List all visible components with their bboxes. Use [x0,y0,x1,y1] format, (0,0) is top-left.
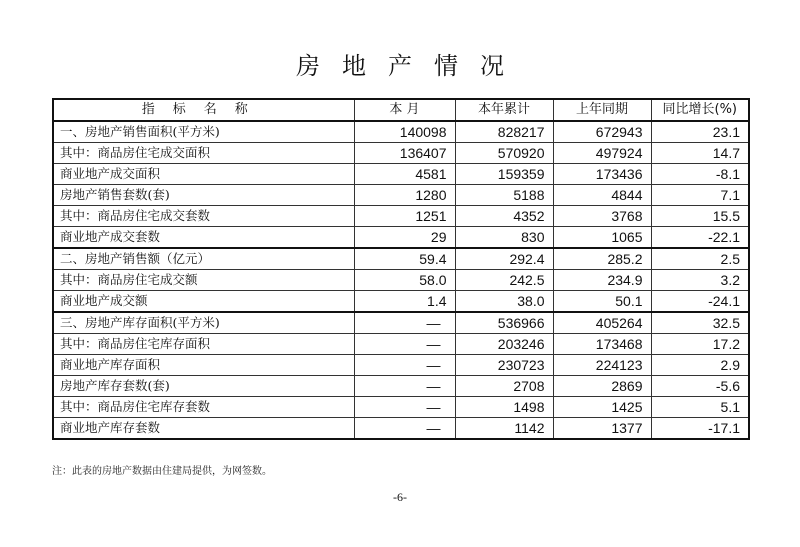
cell-yoy: 3.2 [651,270,749,291]
cell-yoy: 7.1 [651,185,749,206]
cell-month: 29 [354,227,455,249]
cell-month: — [354,397,455,418]
cell-last-year: 173468 [553,334,651,355]
cell-ytd: 159359 [455,164,553,185]
table-row [53,227,749,249]
cell-month: 1251 [354,206,455,227]
table-row [53,185,749,206]
table-header-row [53,99,749,121]
row-label: 二、房地产销售额（亿元） [53,248,354,270]
row-label: 其中：商品房住宅库存面积 [53,334,354,355]
cell-last-year: 2869 [553,376,651,397]
cell-last-year: 405264 [553,312,651,334]
cell-month: 1.4 [354,291,455,313]
row-label: 房地产销售套数(套) [53,185,354,206]
cell-last-year: 234.9 [553,270,651,291]
table-row [53,121,749,143]
cell-ytd: 38.0 [455,291,553,313]
row-label: 其中：商品房住宅成交套数 [53,206,354,227]
table-row [53,376,749,397]
cell-month: — [354,418,455,440]
cell-ytd: 4352 [455,206,553,227]
cell-ytd: 828217 [455,121,553,143]
cell-last-year: 1377 [553,418,651,440]
cell-yoy: -24.1 [651,291,749,313]
footnote: 注：此表的房地产数据由住建局提供，为网签数。 [52,466,272,477]
table-row [53,270,749,291]
cell-ytd: 570920 [455,143,553,164]
table-row [53,206,749,227]
cell-last-year: 285.2 [553,248,651,270]
cell-yoy: 15.5 [651,206,749,227]
cell-last-year: 3768 [553,206,651,227]
row-label: 商业地产成交面积 [53,164,354,185]
page-title: 房地产情况 [296,52,526,80]
cell-month: 58.0 [354,270,455,291]
table-row [53,418,749,440]
cell-ytd: 830 [455,227,553,249]
real-estate-table [52,98,750,440]
cell-last-year: 50.1 [553,291,651,313]
cell-ytd: 536966 [455,312,553,334]
cell-month: 59.4 [354,248,455,270]
row-label: 商业地产成交套数 [53,227,354,249]
cell-month: — [354,312,455,334]
cell-ytd: 1142 [455,418,553,440]
cell-month: 4581 [354,164,455,185]
cell-ytd: 242.5 [455,270,553,291]
cell-ytd: 2708 [455,376,553,397]
header-this-month: 本 月 [354,99,455,121]
cell-yoy: 17.2 [651,334,749,355]
row-label: 房地产库存套数(套) [53,376,354,397]
table-row [53,291,749,313]
cell-yoy: -8.1 [651,164,749,185]
cell-last-year: 1065 [553,227,651,249]
cell-ytd: 203246 [455,334,553,355]
table-row [53,248,749,270]
cell-month: 1280 [354,185,455,206]
cell-last-year: 1425 [553,397,651,418]
header-last-year-same-period: 上年同期 [553,99,651,121]
cell-yoy: -22.1 [651,227,749,249]
cell-month: 140098 [354,121,455,143]
cell-last-year: 672943 [553,121,651,143]
cell-month: 136407 [354,143,455,164]
cell-yoy: -17.1 [651,418,749,440]
cell-last-year: 4844 [553,185,651,206]
table-row [53,143,749,164]
cell-yoy: 2.9 [651,355,749,376]
row-label: 其中：商品房住宅成交面积 [53,143,354,164]
cell-month: — [354,334,455,355]
cell-last-year: 173436 [553,164,651,185]
row-label: 商业地产成交额 [53,291,354,313]
row-label: 商业地产库存面积 [53,355,354,376]
header-indicator-name: 指标名称 [53,99,354,121]
cell-month: — [354,376,455,397]
cell-yoy: 32.5 [651,312,749,334]
header-yoy-growth: 同比增长(%) [651,99,749,121]
cell-month: — [354,355,455,376]
table-row [53,164,749,185]
cell-yoy: 2.5 [651,248,749,270]
cell-ytd: 292.4 [455,248,553,270]
table-row [53,355,749,376]
row-label: 其中：商品房住宅成交额 [53,270,354,291]
table-row [53,397,749,418]
cell-ytd: 230723 [455,355,553,376]
cell-ytd: 5188 [455,185,553,206]
table-row [53,312,749,334]
cell-last-year: 497924 [553,143,651,164]
row-label: 其中：商品房住宅库存套数 [53,397,354,418]
cell-ytd: 1498 [455,397,553,418]
header-year-to-date: 本年累计 [455,99,553,121]
row-label: 一、房地产销售面积(平方米) [53,121,354,143]
cell-last-year: 224123 [553,355,651,376]
cell-yoy: 14.7 [651,143,749,164]
row-label: 商业地产库存套数 [53,418,354,440]
cell-yoy: -5.6 [651,376,749,397]
cell-yoy: 23.1 [651,121,749,143]
page-number: -6- [393,490,407,504]
cell-yoy: 5.1 [651,397,749,418]
row-label: 三、房地产库存面积(平方米) [53,312,354,334]
table-row [53,334,749,355]
